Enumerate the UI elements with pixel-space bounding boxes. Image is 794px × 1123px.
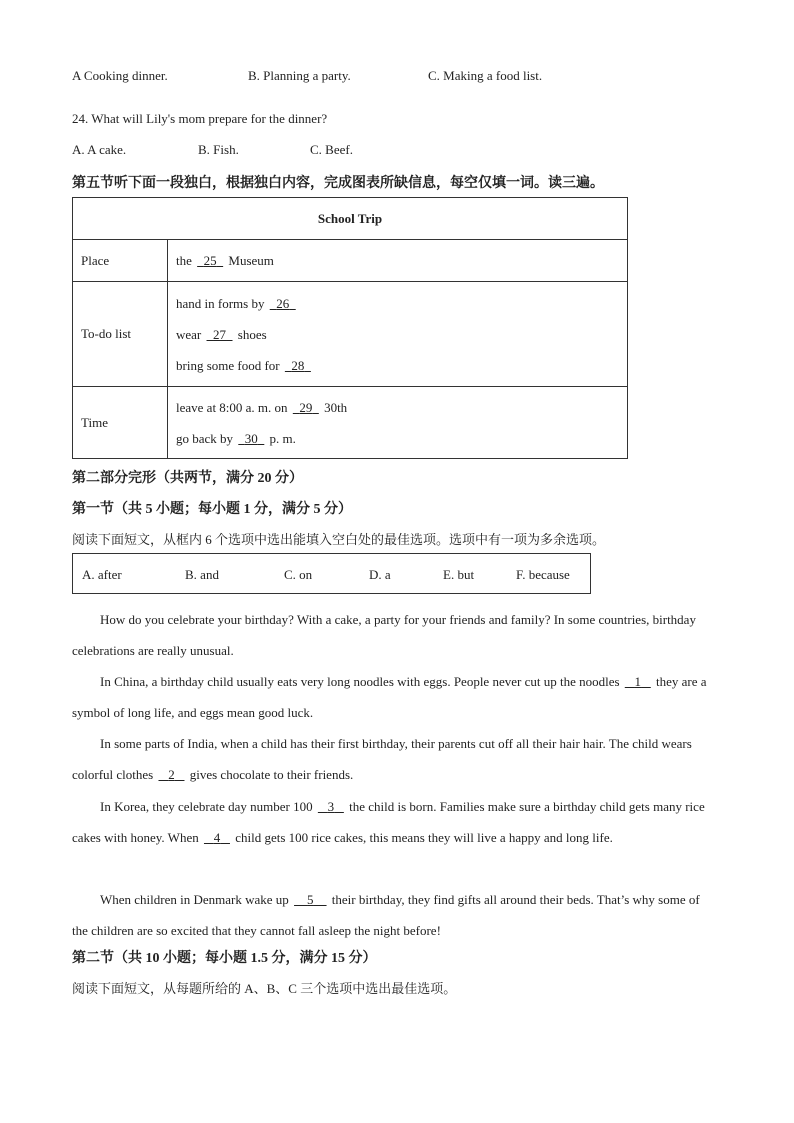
passage-paragraph-5 [72, 884, 712, 946]
blank-2-number: 2 [168, 767, 175, 782]
blank-4 [202, 830, 232, 845]
box-option-a: A. after [82, 567, 122, 582]
blank-28 [283, 358, 313, 373]
blank-3 [316, 799, 346, 814]
todo-item-2 [176, 319, 619, 350]
table-title: School Trip [73, 198, 628, 240]
blank-2 [156, 767, 186, 782]
q24-option-b: B. Fish. [198, 142, 239, 157]
todo2-post: shoes [234, 326, 267, 342]
blank-30-number: 30 [244, 430, 258, 446]
time1-post: 30th [320, 399, 348, 415]
blank-27-number: 27 [213, 326, 227, 342]
part2-heading: 第二部分完形（共两节，满分 20 分） [72, 471, 303, 486]
blank-3-number: 3 [327, 799, 335, 814]
q23-option-b: B. Planning a party. [248, 68, 351, 83]
section5-instruction: 第五节听下面一段独白，根据独白内容，完成图表所缺信息，每空仅填一词。读三遍。 [72, 176, 604, 191]
blank-27 [205, 327, 235, 342]
box-option-c: C. on [284, 567, 313, 582]
blank-1-number: 1 [634, 674, 642, 689]
todo2-pre: wear [176, 326, 205, 342]
box-option-b: B. and [185, 567, 219, 582]
q24-option-c: C. Beef. [310, 142, 353, 157]
blank-26-number: 26 [276, 295, 290, 311]
time-label: Time [73, 387, 168, 459]
todo1-pre: hand in forms by [176, 295, 268, 311]
blank-25 [195, 253, 225, 268]
blank-25-number: 25 [203, 252, 217, 268]
p5-pre: When children in Denmark wake up [100, 892, 293, 907]
blank-1 [623, 674, 653, 689]
p2-post: they are a symbol of long life, and eggs mean good luck. [72, 674, 707, 720]
section2-heading: 第二节（共 10 小题；每小题 1.5 分，满分 15 分） [72, 951, 377, 966]
p3-post: gives chocolate to their friends. [186, 767, 354, 782]
blank-29-number: 29 [299, 399, 313, 415]
passage-paragraph-2 [72, 666, 712, 728]
blank-26 [268, 296, 298, 311]
p2-pre: In China, a birthday child usually eats very long noodles with eggs. People never cut up the noodles [100, 674, 623, 689]
section1-heading: 第一节（共 5 小题；每小题 1 分，满分 5 分） [72, 502, 352, 517]
place-post: Museum [225, 252, 274, 268]
place-label: Place [73, 240, 168, 282]
passage-paragraph-4 [72, 791, 712, 853]
box-option-e: E. but [443, 567, 475, 582]
todo3-pre: bring some food for [176, 357, 283, 373]
p5-post: their birthday, they find gifts all around their beds. That’s why some of the children are so excited that they cannot fall asleep the night before! [72, 892, 700, 938]
blank-5 [292, 892, 329, 907]
todo-label: To-do list [73, 282, 168, 387]
time2-post: p. m. [266, 430, 296, 446]
q24-option-a: A. A cake. [72, 142, 127, 157]
school-trip-table [72, 197, 628, 459]
p4-mid: the child is born. Families make sure a birthday child gets many rice cakes with honey. When [72, 799, 705, 845]
word-options-box [72, 553, 591, 594]
section1-instruction: 阅读下面短文，从框内 6 个选项中选出能填入空白处的最佳选项。选项中有一项为多余选项。 [72, 532, 606, 547]
p3-pre: In some parts of India, when a child has their first birthday, their parents cut off all their hair hair. The child wears colorful clothes [72, 736, 692, 782]
q23-option-c: C. Making a food list. [428, 68, 543, 83]
q24-stem: 24. What will Lily's mom prepare for the dinner? [72, 111, 328, 126]
blank-28-number: 28 [291, 357, 305, 373]
passage-paragraph-1: How do you celebrate your birthday? With a cake, a party for your friends and family? In some countries, birthday celebrations are really unusual. [72, 612, 696, 658]
todo-item-1 [176, 288, 619, 319]
place-cell [168, 240, 628, 282]
blank-4-number: 4 [213, 830, 221, 845]
blank-30 [236, 431, 266, 446]
time1-pre: leave at 8:00 a. m. on [176, 399, 291, 415]
time-item-1 [176, 392, 619, 423]
todo-cell [168, 282, 628, 387]
todo-item-3 [176, 350, 619, 381]
passage-paragraph-3 [72, 728, 712, 790]
box-option-d: D. a [369, 567, 391, 582]
time-cell [168, 387, 628, 459]
blank-29 [291, 400, 321, 415]
p4-post: child gets 100 rice cakes, this means they will live a happy and long life. [231, 830, 613, 845]
box-option-f: F. because [516, 567, 570, 582]
time2-pre: go back by [176, 430, 237, 446]
time-item-2 [176, 423, 619, 454]
q23-option-a: A Cooking dinner. [72, 68, 168, 83]
blank-5-number: 5 [307, 892, 314, 907]
section2-instruction: 阅读下面短文，从每题所给的 A、B、C 三个选项中选出最佳选项。 [72, 981, 457, 996]
place-pre: the [176, 252, 196, 268]
p4-pre: In Korea, they celebrate day number 100 [100, 799, 316, 814]
